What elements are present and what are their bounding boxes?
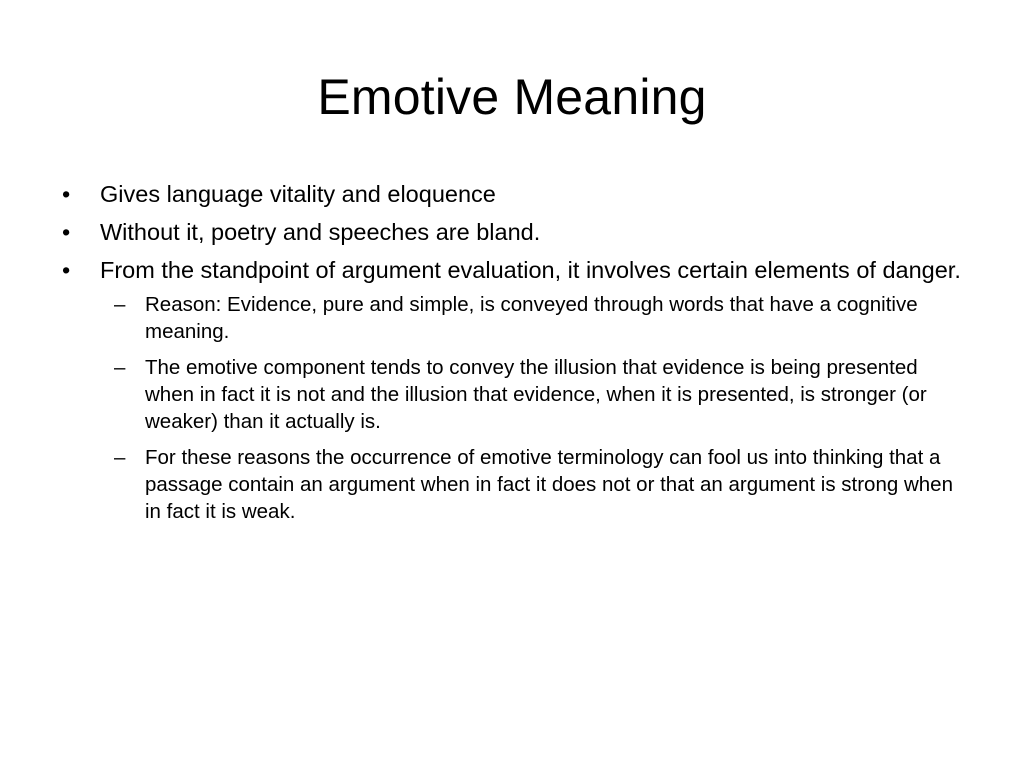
bullet-item: [62, 256, 962, 285]
bullet-text: From the standpoint of argument evaluation, it involves certain elements of danger.: [100, 257, 961, 283]
sub-bullet-marker: –: [114, 356, 126, 379]
bullet-text: Without it, poetry and speeches are bland.: [100, 219, 541, 245]
slide-title: Emotive Meaning: [317, 69, 707, 125]
sub-bullet-text: Reason: Evidence, pure and simple, is conveyed through words that have a cognitive meaning.: [145, 293, 918, 343]
sub-bullet-item: [100, 354, 962, 435]
sub-bullet-list: [62, 291, 962, 525]
bullet-item: [62, 218, 962, 247]
bullet-marker: •: [62, 219, 71, 245]
slide-body: [62, 180, 962, 534]
sub-bullet-marker: –: [114, 446, 126, 469]
bullet-marker: •: [62, 257, 71, 283]
sub-bullet-text: For these reasons the occurrence of emotive terminology can fool us into thinking that a passage contain an argument when in fact it does not or that an argument is strong when in fact it is weak.: [145, 446, 953, 523]
sub-bullet-item: [100, 444, 962, 525]
sub-bullet-item: [100, 291, 962, 345]
sub-bullet-marker: –: [114, 293, 126, 316]
bullet-text: Gives language vitality and eloquence: [100, 181, 496, 207]
bullet-item: [62, 180, 962, 209]
sub-bullet-text: The emotive component tends to convey the illusion that evidence is being presented when in fact it is not and the illusion that evidence, when it is presented, is stronger (or weaker) than it actually is.: [145, 356, 927, 433]
bullet-marker: •: [62, 181, 71, 207]
